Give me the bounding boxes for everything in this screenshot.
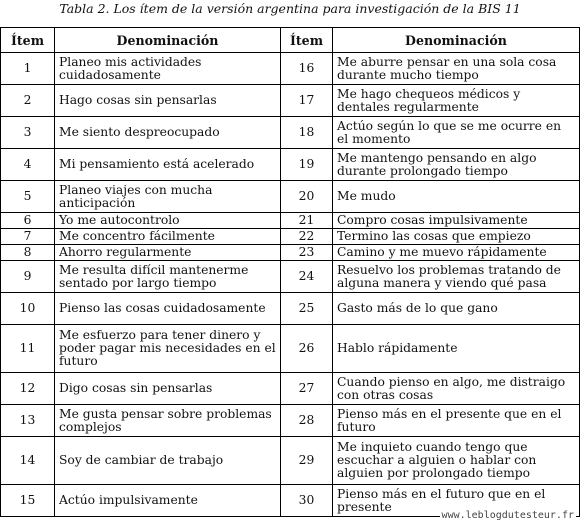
- item-denominacion: Termino las cosas que empiezo: [333, 229, 580, 245]
- item-denominacion: Me inquieto cuando tengo que escuchar a alguien o hablar con alguien por prolongado tiempo: [333, 437, 580, 485]
- item-number: 13: [1, 405, 55, 437]
- item-number: 4: [1, 149, 55, 181]
- item-number: 12: [1, 373, 55, 405]
- item-number: 11: [1, 325, 55, 373]
- header-denominacion-left: Denominación: [55, 28, 281, 53]
- item-number: 22: [281, 229, 333, 245]
- table-caption: Tabla 2. Los ítem de la versión argentina para investigación de la BIS 11: [59, 1, 521, 16]
- item-denominacion: Digo cosas sin pensarlas: [55, 373, 281, 405]
- table-row: [1, 117, 580, 149]
- table-row: [1, 149, 580, 181]
- table-row: [1, 181, 580, 213]
- watermark: www.leblogdutesteur.fr: [441, 510, 574, 521]
- item-number: 25: [281, 293, 333, 325]
- item-number: 18: [281, 117, 333, 149]
- item-number: 1: [1, 53, 55, 85]
- item-number: 15: [1, 485, 55, 517]
- item-denominacion: Me mudo: [333, 181, 580, 213]
- table-header-row: [1, 28, 580, 53]
- item-denominacion: Actúo impulsivamente: [55, 485, 281, 517]
- table-row: [1, 229, 580, 245]
- item-denominacion: Hablo rápidamente: [333, 325, 580, 373]
- item-denominacion: Pienso más en el futuro que en el presente: [333, 485, 580, 517]
- item-denominacion: Actúo según lo que se me ocurre en el momento: [333, 117, 580, 149]
- item-denominacion: Yo me autocontrolo: [55, 213, 281, 229]
- item-denominacion: Me concentro fácilmente: [55, 229, 281, 245]
- item-number: 7: [1, 229, 55, 245]
- item-denominacion: Soy de cambiar de trabajo: [55, 437, 281, 485]
- item-number: 16: [281, 53, 333, 85]
- item-number: 24: [281, 261, 333, 293]
- header-item-left: Ítem: [1, 28, 55, 53]
- item-denominacion: Me gusta pensar sobre problemas complejos: [55, 405, 281, 437]
- table-row: [1, 437, 580, 485]
- item-denominacion: Ahorro regularmente: [55, 245, 281, 261]
- item-number: 17: [281, 85, 333, 117]
- item-number: 19: [281, 149, 333, 181]
- table-row: [1, 213, 580, 229]
- item-number: 30: [281, 485, 333, 517]
- item-denominacion: Me mantengo pensando en algo durante prolongado tiempo: [333, 149, 580, 181]
- item-denominacion: Pienso las cosas cuidadosamente: [55, 293, 281, 325]
- item-number: 21: [281, 213, 333, 229]
- item-number: 27: [281, 373, 333, 405]
- item-denominacion: Me hago chequeos médicos y dentales regularmente: [333, 85, 580, 117]
- table-row: [1, 85, 580, 117]
- bis-items-table: [0, 27, 580, 517]
- item-number: 20: [281, 181, 333, 213]
- item-number: 26: [281, 325, 333, 373]
- table-row: [1, 405, 580, 437]
- table-row: [1, 293, 580, 325]
- table-row: [1, 325, 580, 373]
- item-number: 3: [1, 117, 55, 149]
- item-denominacion: Mi pensamiento está acelerado: [55, 149, 281, 181]
- item-number: 8: [1, 245, 55, 261]
- item-denominacion: Me resulta difícil mantenerme sentado por largo tiempo: [55, 261, 281, 293]
- item-number: 10: [1, 293, 55, 325]
- item-denominacion: Planeo mis actividades cuidadosamente: [55, 53, 281, 85]
- item-denominacion: Planeo viajes con mucha anticipación: [55, 181, 281, 213]
- item-denominacion: Cuando pienso en algo, me distraigo con otras cosas: [333, 373, 580, 405]
- item-denominacion: Compro cosas impulsivamente: [333, 213, 580, 229]
- item-denominacion: Camino y me muevo rápidamente: [333, 245, 580, 261]
- item-denominacion: Hago cosas sin pensarlas: [55, 85, 281, 117]
- table-row: [1, 245, 580, 261]
- item-denominacion: Gasto más de lo que gano: [333, 293, 580, 325]
- header-denominacion-right: Denominación: [333, 28, 580, 53]
- item-number: 23: [281, 245, 333, 261]
- header-item-right: Ítem: [281, 28, 333, 53]
- item-denominacion: Me siento despreocupado: [55, 117, 281, 149]
- item-number: 9: [1, 261, 55, 293]
- item-number: 14: [1, 437, 55, 485]
- item-denominacion: Resuelvo los problemas tratando de alguna manera y viendo qué pasa: [333, 261, 580, 293]
- item-denominacion: Me aburre pensar en una sola cosa durante mucho tiempo: [333, 53, 580, 85]
- item-number: 2: [1, 85, 55, 117]
- item-number: 5: [1, 181, 55, 213]
- item-number: 6: [1, 213, 55, 229]
- table-row: [1, 53, 580, 85]
- table-row: [1, 261, 580, 293]
- table-row: [1, 373, 580, 405]
- item-number: 29: [281, 437, 333, 485]
- item-number: 28: [281, 405, 333, 437]
- item-denominacion: Pienso más en el presente que en el futuro: [333, 405, 580, 437]
- item-denominacion: Me esfuerzo para tener dinero y poder pagar mis necesidades en el futuro: [55, 325, 281, 373]
